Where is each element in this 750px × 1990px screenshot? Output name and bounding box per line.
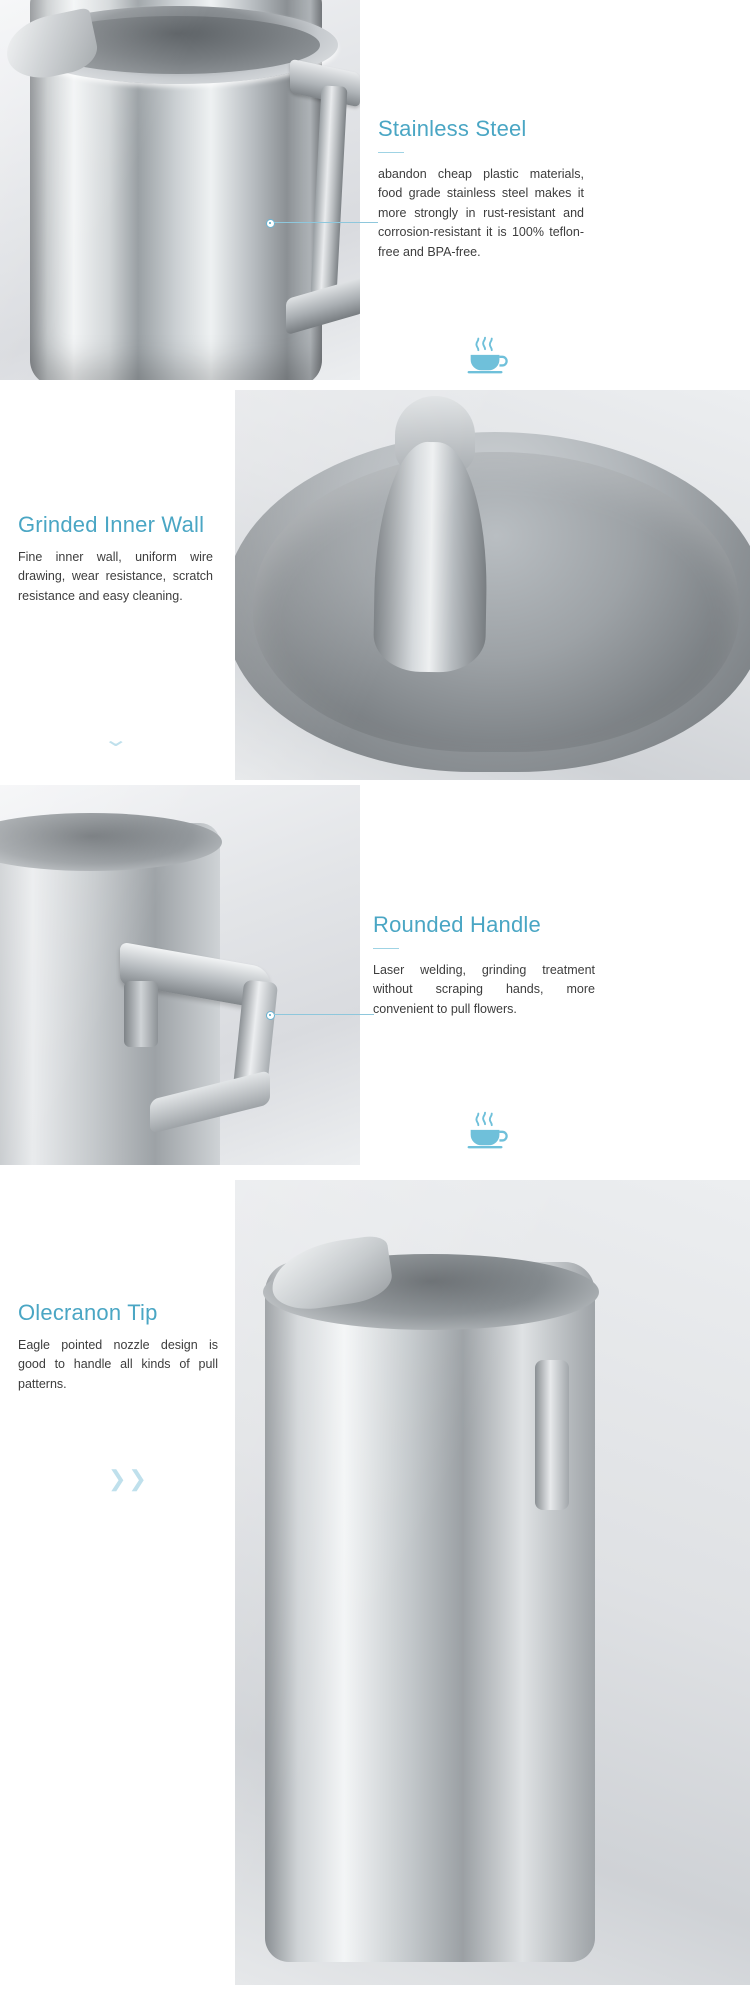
feature-title: Grinded Inner Wall [18, 512, 205, 537]
feature-title: Olecranon Tip [18, 1300, 158, 1325]
section-grinded-inner-wall [0, 390, 750, 785]
feature-text-grinded-inner-wall [18, 512, 213, 606]
callout-line-stainless-steel [274, 222, 378, 223]
callout-dot-rounded-handle [266, 1011, 275, 1020]
chevron-down-icon: ⌄ [102, 729, 133, 751]
product-photo-olecranon-tip [235, 1180, 750, 1985]
title-rule [373, 948, 399, 949]
title-rule [378, 152, 404, 153]
photo-render [235, 390, 750, 780]
feature-text-rounded-handle [373, 912, 595, 1019]
photo-render [0, 0, 360, 380]
feature-text-stainless-steel [378, 116, 584, 262]
photo-render [0, 785, 360, 1165]
product-photo-rounded-handle [0, 785, 360, 1165]
product-photo-grinded-inner-wall [235, 390, 750, 780]
feature-text-olecranon-tip [18, 1300, 218, 1394]
photo-render [235, 1180, 750, 1985]
coffee-cup-icon [463, 330, 509, 376]
product-photo-stainless-steel [0, 0, 360, 380]
feature-description: Fine inner wall, uniform wire drawing, wear resistance, scratch resistance and easy cleaning. [18, 550, 213, 603]
callout-line-rounded-handle [274, 1014, 374, 1015]
coffee-cup-icon [463, 1105, 509, 1151]
feature-description: Eagle pointed nozzle design is good to handle all kinds of pull patterns. [18, 1338, 218, 1391]
feature-description: abandon cheap plastic materials, food grade stainless steel makes it more strongly in rust-resistant and corrosion-resistant it is 100% teflon-free and BPA-free. [378, 167, 584, 259]
section-olecranon-tip [0, 1180, 750, 1990]
feature-title: Stainless Steel [378, 116, 527, 141]
section-stainless-steel [0, 0, 750, 390]
chevron-right-icon: ❯❯ [108, 1466, 149, 1491]
callout-dot-stainless-steel [266, 219, 275, 228]
feature-title: Rounded Handle [373, 912, 541, 937]
section-rounded-handle [0, 785, 750, 1180]
feature-description: Laser welding, grinding treatment without scraping hands, more convenient to pull flowers. [373, 963, 595, 1016]
